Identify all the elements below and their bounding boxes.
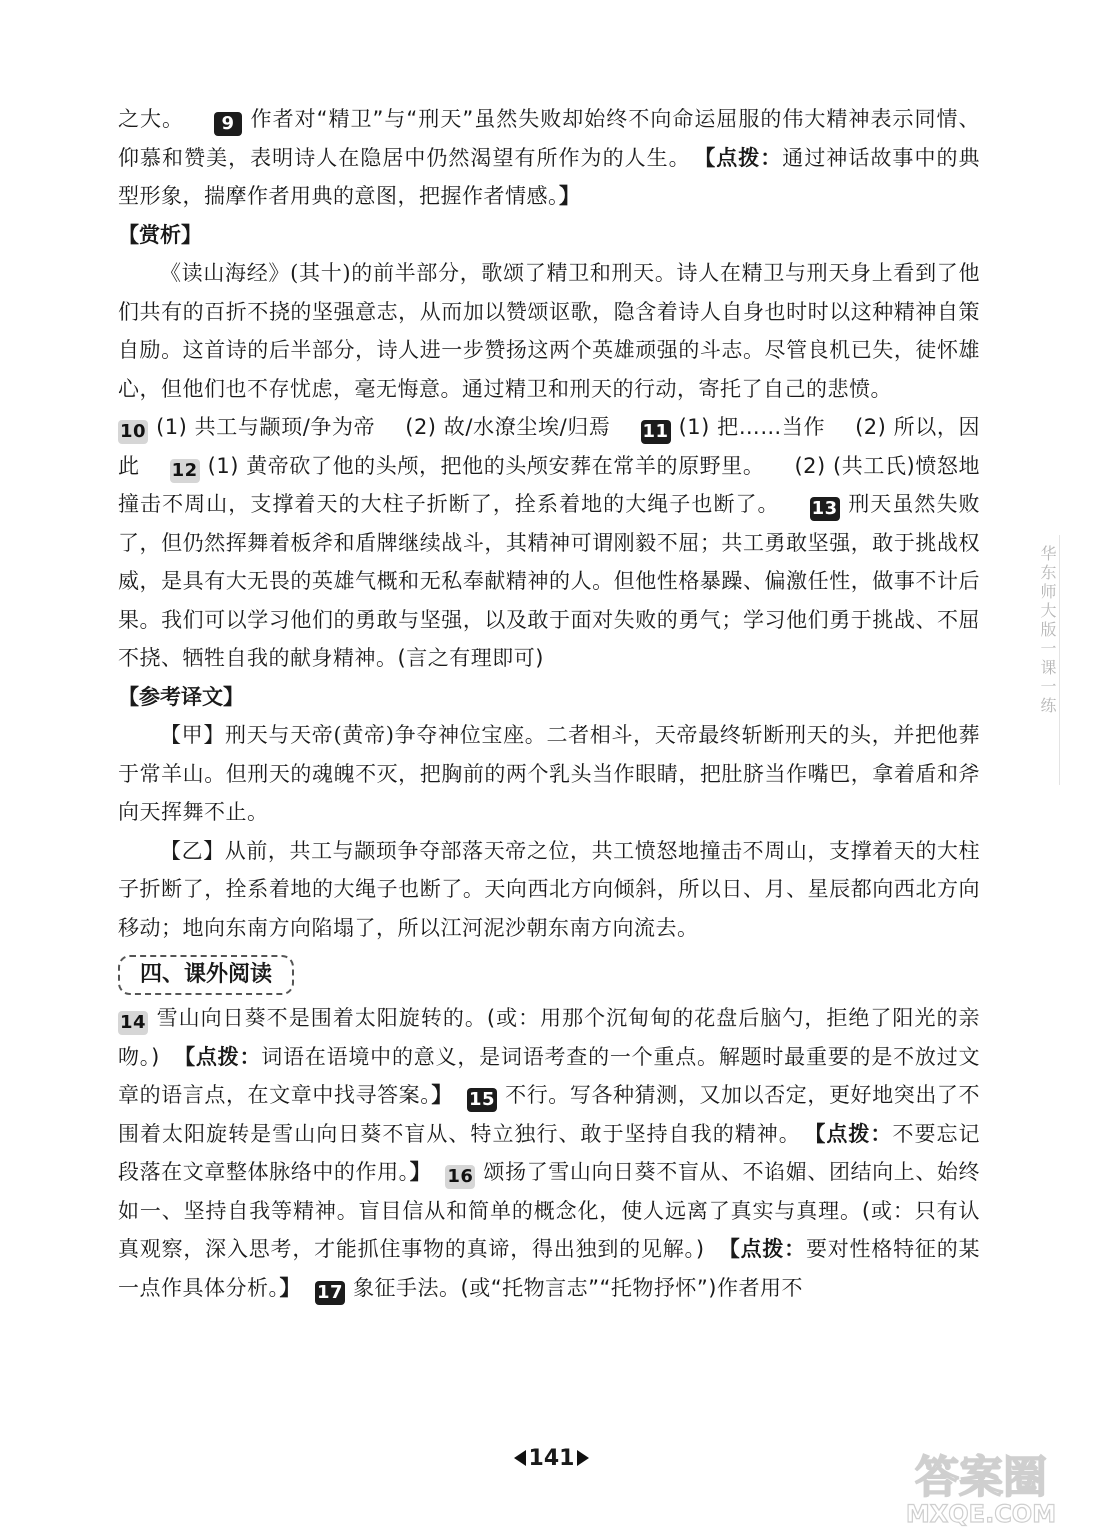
- question-number-17: 17: [317, 1281, 344, 1303]
- question-number-10: 10: [120, 421, 147, 442]
- answer-17-text: 象征手法。(或“托物言志”“托物抒怀”)作者用不: [353, 1275, 803, 1300]
- watermark-logo: [881, 1442, 1081, 1528]
- tip-label: 【点拨：: [718, 1237, 806, 1261]
- translation-yi: 【乙】从前，共工与颛顼争夺部落天帝之位，共工愤怒地撞击不周山，支撑着天的大柱子折断了，拴系着地的大绳子也断了。天向西北方向倾斜，所以日、月、星辰都向西北方向移动；地向东南方向陷塌了，所以江河泥沙朝东南方向流去。: [118, 838, 980, 940]
- tip-text: 通过神话故事中的典型形象，揣摩作者用典的意图，把握作者情感。: [118, 145, 981, 208]
- question-number-13: 13: [811, 498, 838, 519]
- answer-9-text: 作者对“精卫”与“刑天”虽然失败却始终不向命运屈服的伟大精神表示同情、仰慕和赞美，表明诗人在隐居中仍然渴望有所作为的人生。: [118, 107, 981, 170]
- answer-12-part1: (1) 黄帝砍了他的头颅，把他的头颅安葬在常羊的原野里。: [207, 453, 765, 478]
- tip-text: 不要忘记段落在文章整体脉络中的作用。: [118, 1121, 981, 1184]
- text-fragment: 之大。: [118, 107, 185, 131]
- answer-9-paragraph: [118, 100, 980, 216]
- tip-end: 】: [559, 184, 581, 208]
- answer-13-text: 刑天虽然失败了，但仍然挥舞着板斧和盾牌继续战斗，其精神可谓刚毅不屈；共工勇敢坚强，敢于挑战权威，是具有大无畏的英雄气概和无私奉献精神的人。但他性格暴躁、偏激任性，做事不计后果。我们可以学习他们的勇敢与坚强，以及敢于面对失败的勇气；学习他们勇于挑战、不屈不挠、牺牲自我的献身精神。(言之有理即可): [118, 492, 981, 670]
- side-divider: [1059, 535, 1060, 785]
- appreciation-heading: 【赏析】: [118, 222, 202, 247]
- answer-11-part1: (1) 把……当作: [678, 415, 826, 439]
- question-number-9: 9: [214, 112, 242, 136]
- tip-label: 【点拨：: [704, 145, 783, 170]
- watermark-text: 答案圈: [915, 1452, 1047, 1503]
- question-number-15: 15: [468, 1089, 496, 1110]
- tip-end: 】: [409, 1160, 432, 1184]
- translation-heading: 【参考译文】: [118, 684, 244, 709]
- answer-15-text: 不行。写各种猜测，又加以否定，更好地突出了不围着太阳旋转是雪山向日葵不盲从、特立独行、敢于坚持自我的精神。: [118, 1083, 981, 1146]
- answers-14-17: [118, 999, 980, 1307]
- tip-text: 词语在语境中的意义，是词语考查的一个重点。解题时最重要的是不放过文章的语言点，在文章中找寻答案。: [118, 1044, 981, 1107]
- answer-16-text: 颂扬了雪山向日葵不盲从、不谄媚、团结向上、始终如一、坚持自我等精神。盲目信从和简单的概念化，使人远离了真实与真理。(或：只有认真观察，深入思考，才能抓住事物的真谛，得出独到的见解。): [118, 1160, 981, 1261]
- answer-10-part2: (2) 故/水潦尘埃/归焉: [405, 415, 611, 439]
- page-content: [118, 100, 980, 1307]
- tip-text: 要对性格特征的某一点作具体分析。: [118, 1237, 980, 1300]
- tip-label: 【点拨：: [173, 1044, 262, 1069]
- question-number-11: 11: [642, 421, 669, 442]
- watermark-domain: MXQE.COM: [905, 1500, 1057, 1528]
- section-title-extracurricular-reading: 四、课外阅读: [118, 955, 294, 995]
- page-number-text: 141: [528, 1446, 575, 1471]
- side-book-title: 华东师大版一课一练: [1038, 545, 1057, 716]
- answer-14-text: 雪山向日葵不是围着太阳旋转的。(或：用那个沉甸甸的花盘后脑勺，拒绝了阳光的亲吻。): [118, 1006, 980, 1069]
- answers-10-13: [118, 408, 980, 678]
- translation-jia: 【甲】刑天与天帝(黄帝)争夺神位宝座。二者相斗，天帝最终斩断刑天的头，并把他葬于常羊山。但刑天的魂魄不灭，把胸前的两个乳头当作眼睛，把肚脐当作嘴巴，拿着盾和斧向天挥舞不止。: [118, 723, 980, 824]
- left-triangle-icon: [514, 1450, 526, 1466]
- tip-end: 】: [431, 1083, 453, 1107]
- question-number-14: 14: [120, 1012, 147, 1033]
- tip-label: 【点拨：: [814, 1121, 893, 1146]
- answer-10-part1: (1) 共工与颛顼/争为帝: [156, 415, 376, 439]
- answer-12-part2: (2) (共工氏)愤怒地撞击不周山，支撑着天的大柱子折断了，拴系着地的大绳子也断了。: [118, 453, 981, 516]
- answer-11-part2: (2) 所以，因此: [118, 415, 981, 478]
- appreciation-text: 《读山海经》(其十)的前半部分，歌颂了精卫和刑天。诗人在精卫与刑天身上看到了他们共有的百折不挠的坚强意志，从而加以赞颂讴歌，隐含着诗人自身也时时以这种精神自策自励。这首诗的后半部分，诗人进一步赞扬这两个英雄顽强的斗志。尽管良机已失，徒怀雄心，但他们也不存忧虑，毫无悔意。通过精卫和刑天的行动，寄托了自己的悲愤。: [118, 261, 980, 401]
- question-number-12: 12: [171, 459, 198, 481]
- tip-end: 】: [279, 1275, 301, 1300]
- right-triangle-icon: [577, 1450, 589, 1466]
- question-number-16: 16: [447, 1166, 474, 1187]
